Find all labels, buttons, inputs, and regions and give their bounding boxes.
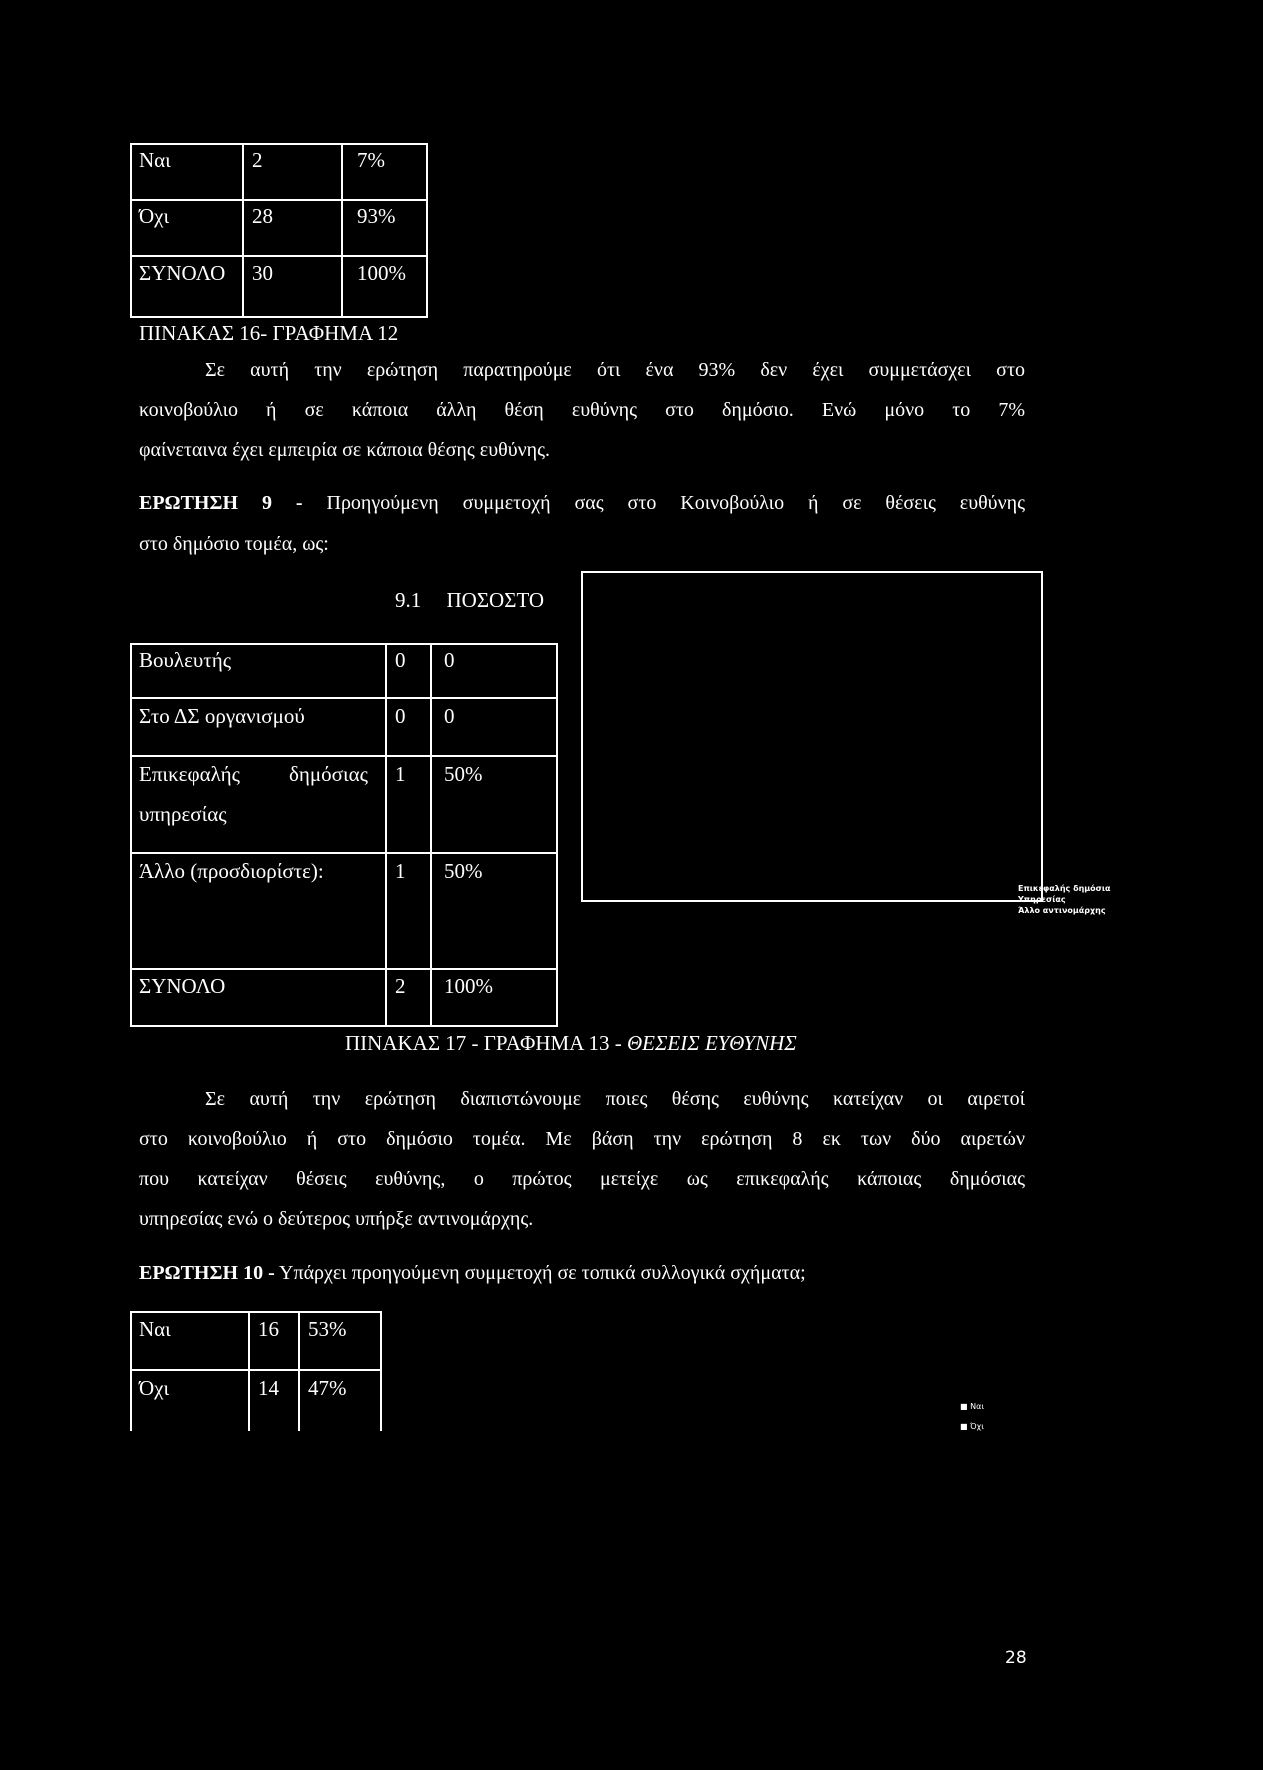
table-cell-pct: 47% [308, 1376, 347, 1400]
paragraph-line [139, 1169, 1025, 1189]
table-cell-label: Ναι [139, 1317, 171, 1341]
table-cell-count: 30 [252, 261, 273, 285]
paragraph-text: Σε αυτή την ερώτηση διαπιστώνουμε ποιες θέσης ευθύνης κατείχαν οι αιρετοί [205, 1088, 1025, 1110]
table-cell-label-b: δημόσιας [289, 762, 368, 786]
table-cell-pct: 50% [444, 762, 483, 786]
legend-item: Επικεφαλής δημόσια [1018, 884, 1111, 893]
table-cell-pct: 0 [444, 704, 455, 728]
table-cell-label: ΣΥΝΟΛΟ [139, 974, 226, 998]
chart-14-legend-item: ■ Ναι [960, 1402, 985, 1411]
table-cell-count: 0 [395, 704, 406, 728]
table-cell-pct: 93% [357, 204, 396, 228]
paragraph-text: Σε αυτή την ερώτηση παρατηρούμε ότι ένα 93% δεν έχει συμμετάσχει στο [205, 359, 1025, 381]
table-cell-pct: 7% [357, 148, 385, 172]
chart-14-legend-item: ■ Όχι [960, 1422, 984, 1431]
table-cell-count: 2 [252, 148, 263, 172]
table-cell-label: Στο ΔΣ οργανισμού [139, 704, 305, 728]
legend-label: Ναι [970, 1402, 985, 1411]
question-10 [139, 1263, 806, 1283]
paragraph-text: στο κοινοβούλιο ή στο δημόσιο τομέα. Με βάση την ερώτηση 8 εκ των δύο αιρετών [139, 1128, 1025, 1150]
question-9-text: Προηγούμενη συμμετοχή σας στο Κοινοβούλιο ή σε θέσεις ευθύνης [302, 492, 1026, 514]
table-cell-label: Όχι [139, 204, 170, 228]
paragraph-text: κοινοβούλιο ή σε κάποια άλλη θέση ευθύνης στο δημόσιο. Ενώ μόνο το 7% [139, 399, 1025, 421]
table-header-pct: 9.1 ΠΟΣΟΣΤΟ [395, 588, 545, 612]
paragraph-line [139, 1129, 1025, 1149]
table-cell-count: 16 [258, 1317, 279, 1341]
chart-13-frame [581, 571, 1043, 902]
table-caption-italic: ΘΕΣΕΙΣ ΕΥΘΥΝΗΣ [626, 1031, 797, 1055]
table-caption [345, 1033, 797, 1054]
table-cell-label-a: Επικεφαλής [139, 762, 240, 786]
table-cell-count: 1 [395, 859, 406, 883]
legend-item: Υπηρεσίας [1018, 895, 1066, 905]
paragraph-line [139, 1209, 533, 1229]
legend-label: Όχι [970, 1422, 984, 1431]
table-cell-count: 2 [395, 974, 406, 998]
table-cell-pct: 50% [444, 859, 483, 883]
question-10-text: Υπάρχει προηγούμενη συμμετοχή σε τοπικά συλλογικά σχήματα; [274, 1262, 806, 1284]
table-cell-label: Άλλο (προσδιορίστε): [139, 859, 324, 883]
page-number: 28 [1005, 1648, 1027, 1668]
table-cell-label: ΣΥΝΟΛΟ [139, 261, 226, 285]
table-cell-count: 28 [252, 204, 273, 228]
table-cell-label: Βουλευτής [139, 648, 232, 672]
table-caption-text: ΠΙΝΑΚΑΣ 17 - ΓΡΑΦΗΜΑ 13 - [345, 1031, 627, 1055]
table-cell-count: 0 [395, 648, 406, 672]
question-9-text2: στο δημόσιο τομέα, ως: [139, 533, 329, 555]
table-cell-pct: 0 [444, 648, 455, 672]
table-cell-pct: 53% [308, 1317, 347, 1341]
table-cell-pct: 100% [444, 974, 493, 998]
table-cell-label-c: υπηρεσίας [139, 802, 227, 826]
table-cell-count: 14 [258, 1376, 279, 1400]
paragraph-line [205, 360, 1025, 380]
legend-item: Άλλο αντινομάρχης [1018, 906, 1106, 916]
table-cell-pct: 100% [357, 261, 406, 285]
question-9-line2 [139, 534, 329, 554]
question-10-label: ΕΡΩΤΗΣΗ 10 - [139, 1262, 275, 1284]
question-9 [139, 493, 1025, 513]
table-cell-label: Ναι [139, 148, 171, 172]
paragraph-line [139, 400, 1025, 420]
table-caption: ΠΙΝΑΚΑΣ 16- ΓΡΑΦΗΜΑ 12 [139, 321, 399, 345]
table-cell-count: 1 [395, 762, 406, 786]
paragraph-text: που κατείχαν θέσεις ευθύνης, ο πρώτος μετείχε ως επικεφαλής κάποιας δημόσιας [139, 1168, 1025, 1190]
paragraph-line [139, 440, 550, 460]
paragraph-line [205, 1089, 1025, 1109]
chart-13-legend [1018, 883, 1111, 917]
table-cell-label: Όχι [139, 1376, 170, 1400]
question-9-label: ΕΡΩΤΗΣΗ 9 - [139, 492, 303, 514]
paragraph-text: υπηρεσίας ενώ ο δεύτερος υπήρξε αντινομάρχης. [139, 1208, 534, 1230]
paragraph-text: φαίνεταινα έχει εμπειρία σε κάποια θέσης ευθύνης. [139, 439, 551, 461]
